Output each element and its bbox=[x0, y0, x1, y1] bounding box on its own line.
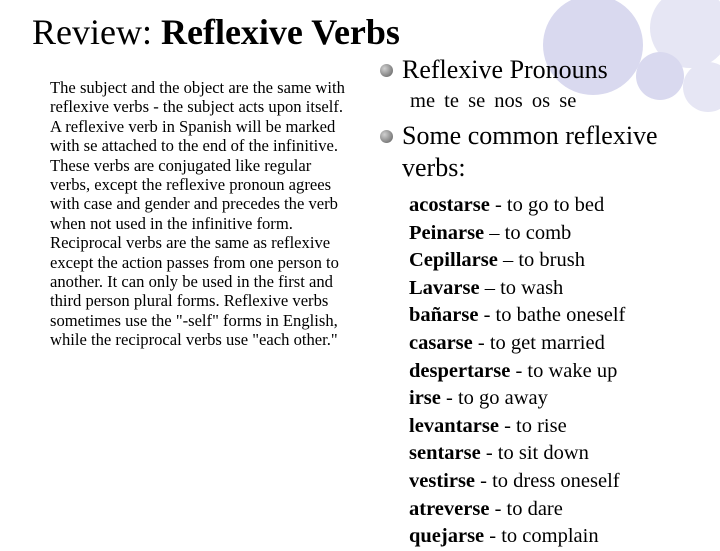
verb-list bbox=[409, 192, 710, 551]
verb-item bbox=[409, 468, 710, 496]
bullet-reflexive-pronouns bbox=[380, 54, 710, 86]
verb-item bbox=[409, 275, 710, 303]
verb-word: despertarse bbox=[409, 359, 511, 382]
bullet-dot-icon bbox=[380, 64, 393, 77]
verb-meaning: - to get married bbox=[472, 331, 605, 354]
verb-word: Peinarse bbox=[409, 221, 485, 244]
verb-meaning: – to brush bbox=[497, 249, 585, 272]
explanation-paragraph: The subject and the object are the same with reflexive verbs - the subject acts upon itself. A reflexive verb in Spanish will be marked with se attached to the end of the infinitive. These verbs are conjugated like regular verbs, except the reflexive pronoun agrees with case and gender and precedes the verb when not used in the infinitive form. Reciprocal verbs are the same as reflexive except the action passes from one person to another. It can only be used in the first and third person plural forms. Reflexive verbs sometimes use the "-self" forms in English, while the reciprocal verbs use "each other." bbox=[50, 78, 345, 350]
slide-title bbox=[32, 10, 400, 54]
verb-word: casarse bbox=[409, 331, 473, 354]
verb-item bbox=[409, 440, 710, 468]
verb-word: levantarse bbox=[409, 414, 499, 437]
verb-word: vestirse bbox=[409, 469, 476, 492]
verb-word: bañarse bbox=[409, 304, 479, 327]
bullet-dot-icon bbox=[380, 130, 393, 143]
verb-item bbox=[409, 413, 710, 441]
verb-meaning: - to bathe oneself bbox=[478, 304, 626, 327]
title-prefix: Review: bbox=[32, 12, 161, 52]
verb-meaning: - to go away bbox=[440, 387, 548, 410]
verb-item bbox=[409, 358, 710, 386]
verb-word: acostarse bbox=[409, 194, 490, 216]
verb-meaning: - to rise bbox=[498, 414, 567, 437]
verb-meaning: - to go to bed bbox=[489, 194, 605, 216]
bullet-common-verbs bbox=[380, 120, 710, 184]
verb-meaning: - to wake up bbox=[510, 359, 618, 382]
pronouns-list: me te se nos os se bbox=[410, 90, 577, 112]
verb-word: sentarse bbox=[409, 442, 481, 465]
title-emphasis: Reflexive Verbs bbox=[160, 12, 400, 52]
verb-word: Cepillarse bbox=[409, 249, 498, 272]
verb-item bbox=[409, 496, 710, 524]
verb-item bbox=[409, 523, 710, 551]
verb-word: quejarse bbox=[409, 525, 485, 548]
verb-word: atreverse bbox=[409, 497, 490, 520]
right-column bbox=[380, 54, 710, 551]
verb-item bbox=[409, 330, 710, 358]
verb-word: irse bbox=[409, 387, 441, 410]
verb-meaning: - to dress oneself bbox=[475, 469, 620, 492]
verbs-heading: Some common reflexive verbs: bbox=[402, 121, 658, 182]
verb-word: Lavarse bbox=[409, 276, 480, 299]
verb-meaning: - to sit down bbox=[480, 442, 589, 465]
verb-item bbox=[409, 192, 710, 220]
verb-item bbox=[409, 385, 710, 413]
verb-meaning: - to dare bbox=[489, 497, 563, 520]
verb-item bbox=[409, 247, 710, 275]
verb-meaning: – to wash bbox=[479, 276, 564, 299]
pronouns-heading: Reflexive Pronouns bbox=[402, 55, 608, 84]
verb-item bbox=[409, 220, 710, 248]
verb-meaning: - to complain bbox=[484, 525, 599, 548]
verb-item bbox=[409, 302, 710, 330]
verb-meaning: – to comb bbox=[484, 221, 572, 244]
